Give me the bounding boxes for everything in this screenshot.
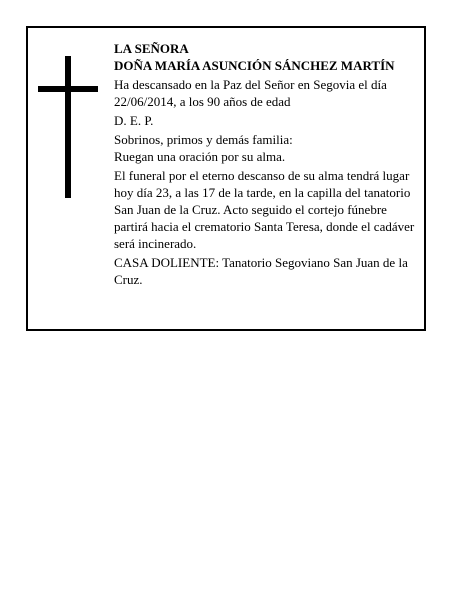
- latin-cross-icon: [38, 56, 98, 198]
- obituary-notice: [26, 26, 426, 331]
- mourning-house: CASA DOLIENTE: Tanatorio Segoviano San Juan de la Cruz.: [114, 255, 408, 287]
- prayer-request: Ruegan una oración por su alma.: [114, 149, 286, 164]
- notice-title: LA SEÑORA: [114, 41, 189, 56]
- cross-vertical-bar: [65, 56, 71, 198]
- deceased-name: DOÑA MARÍA ASUNCIÓN SÁNCHEZ MARTÍN: [114, 58, 395, 73]
- death-statement: Ha descansado en la Paz del Señor en Segovia el día 22/06/2014, a los 90 años de edad: [114, 77, 387, 109]
- family-line: Sobrinos, primos y demás familia:: [114, 132, 293, 147]
- cross-horizontal-bar: [38, 86, 98, 92]
- notice-text: [114, 40, 420, 290]
- funeral-details: El funeral por el eterno descanso de su alma tendrá lugar hoy día 23, a las 17 de la tarde, en la capilla del tanatorio San Juan de la Cruz. Acto seguido el cortejo fúnebre partirá hacia el crematorio Santa Teresa, donde el cadáver será incinerado.: [114, 168, 415, 251]
- rip-text: D. E. P.: [114, 113, 154, 128]
